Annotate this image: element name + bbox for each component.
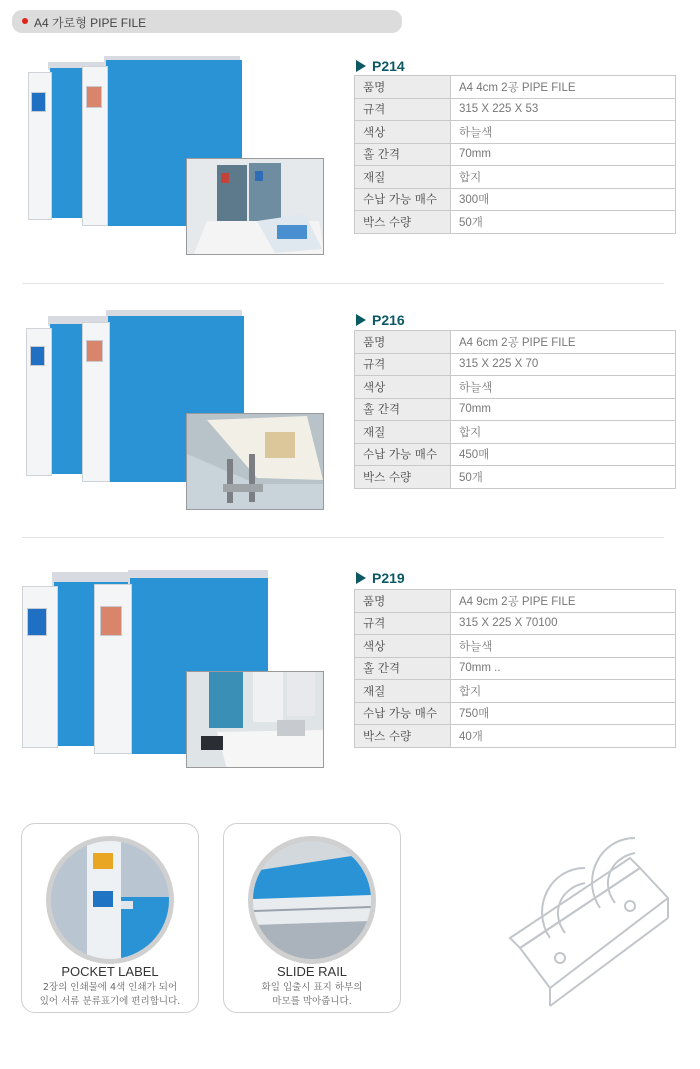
slide-rail-image — [248, 836, 376, 964]
spec-row: 품명 A4 4cm 2공 PIPE FILE — [355, 76, 676, 99]
spec-table — [354, 75, 676, 234]
binder-open-photo — [186, 158, 324, 255]
pocket-label-image — [46, 836, 174, 964]
spec-row: 재질 합지 — [355, 680, 676, 703]
spec-row: 홀 간격 70mm — [355, 398, 676, 421]
section-divider — [22, 537, 664, 538]
feature-pocket-label — [21, 823, 199, 1013]
spec-row: 규격 315 X 225 X 53 — [355, 98, 676, 121]
spec-row: 품명 A4 9cm 2공 PIPE FILE — [355, 590, 676, 613]
product-code: P219 — [356, 570, 405, 586]
spec-table — [354, 330, 676, 489]
ring-mechanism-drawing — [490, 828, 680, 1010]
spec-row: 품명 A4 6cm 2공 PIPE FILE — [355, 331, 676, 354]
spec-row: 수납 가능 매수 300매 — [355, 188, 676, 211]
spec-row: 규격 315 X 225 X 70 — [355, 353, 676, 376]
spec-row: 홀 간격 70mm .. — [355, 657, 676, 680]
spec-row: 수납 가능 매수 450매 — [355, 443, 676, 466]
spec-row: 재질 합지 — [355, 421, 676, 444]
spec-row: 색상 하늘색 — [355, 635, 676, 658]
spec-row: 박스 수량 50개 — [355, 211, 676, 234]
product-code: P214 — [356, 58, 405, 74]
binder-detail-photo — [186, 671, 324, 768]
binder-mechanism-photo — [186, 413, 324, 510]
triangle-icon — [356, 572, 366, 584]
feature-slide-rail — [223, 823, 401, 1013]
section-divider — [22, 283, 664, 284]
section-title: A4 가로형 PIPE FILE — [34, 16, 147, 30]
spec-row: 수납 가능 매수 750매 — [355, 702, 676, 725]
spec-table — [354, 589, 676, 748]
feature-title: POCKET LABEL — [61, 964, 159, 979]
feature-description: 2장의 인쇄물에 4색 인쇄가 되어 있어 서류 분류표기에 편리합니다. — [39, 982, 181, 1007]
product-code: P216 — [356, 312, 405, 328]
spec-row: 재질 합지 — [355, 166, 676, 189]
triangle-icon — [356, 60, 366, 72]
section-header — [12, 10, 402, 33]
spec-row: 색상 하늘색 — [355, 121, 676, 144]
spec-row: 박스 수량 50개 — [355, 466, 676, 489]
bullet-icon — [22, 18, 28, 24]
spec-row: 박스 수량 40개 — [355, 725, 676, 748]
triangle-icon — [356, 314, 366, 326]
feature-description: 화일 입출시 표지 하부의 마모를 막아줍니다. — [261, 982, 363, 1007]
spec-row: 색상 하늘색 — [355, 376, 676, 399]
spec-row: 홀 간격 70mm — [355, 143, 676, 166]
spec-row: 규격 315 X 225 X 70100 — [355, 612, 676, 635]
feature-title: SLIDE RAIL — [276, 964, 348, 979]
